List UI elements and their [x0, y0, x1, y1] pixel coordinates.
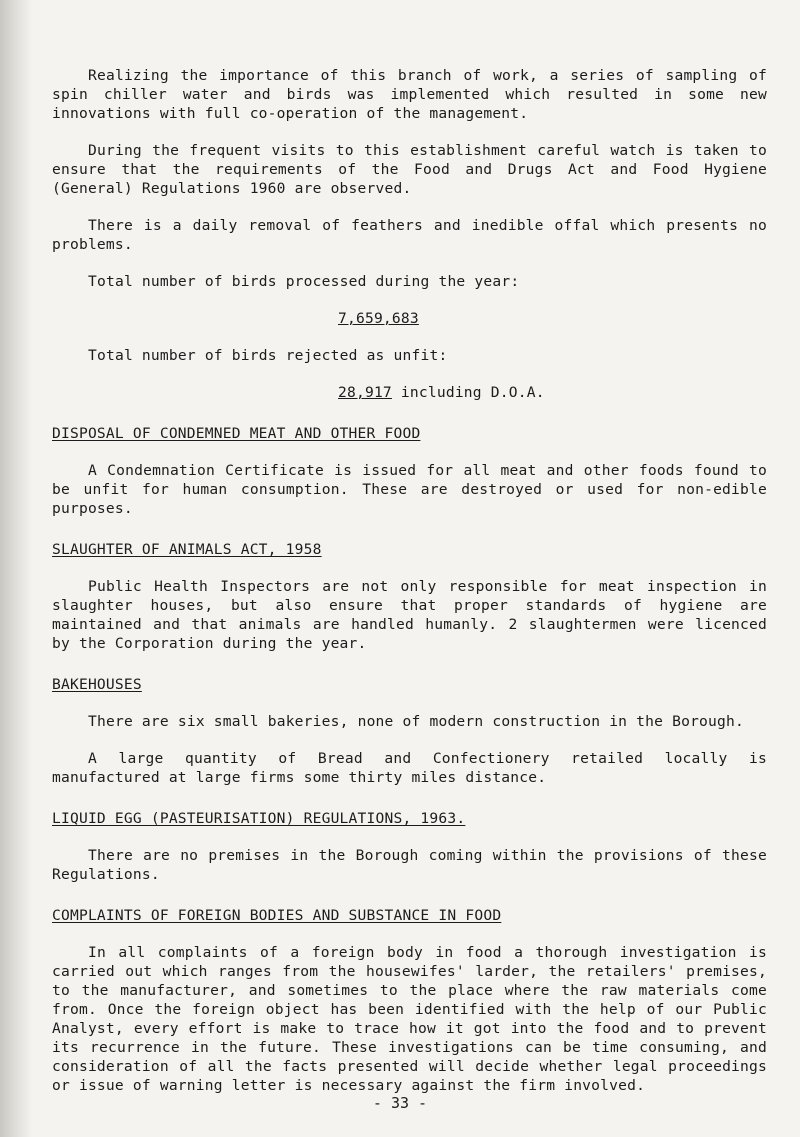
document-page: [52, 66, 767, 1095]
heading-complaints: COMPLAINTS OF FOREIGN BODIES AND SUBSTANCE IN FOOD: [52, 907, 502, 924]
heading-disposal: DISPOSAL OF CONDEMNED MEAT AND OTHER FOOD: [52, 425, 421, 442]
total-processed-label: Total number of birds processed during the year:: [88, 273, 520, 290]
total-rejected-line: [52, 383, 767, 402]
total-rejected-label: Total number of birds rejected as unfit:: [88, 347, 448, 364]
total-rejected-suffix: including D.O.A.: [391, 384, 545, 401]
paragraph-sampling: Realizing the importance of this branch of work, a series of sampling of spin chiller water and birds was implemented which resulted in some new innovations with full co-operation of the management.: [52, 67, 767, 122]
paragraph-visits: During the frequent visits to this establishment careful watch is taken to ensure that the requirements of the Food and Drugs Act and Food Hygiene (General) Regulations 1960 are observed.: [52, 142, 767, 197]
heading-liquid-egg: LIQUID EGG (PASTEURISATION) REGULATIONS, 1963.: [52, 810, 466, 827]
paragraph-slaughter: Public Health Inspectors are not only responsible for meat inspection in slaughter houses, but also ensure that proper standards of hygiene are maintained and that animals are handled humanly. 2 slaughtermen were licenced by the Corporation during the year.: [52, 578, 767, 652]
paragraph-disposal: A Condemnation Certificate is issued for all meat and other foods found to be unfit for human consumption. These are destroyed or used for non-edible purposes.: [52, 462, 767, 517]
page-edge-shadow: [0, 0, 32, 1137]
paragraph-complaints: In all complaints of a foreign body in food a thorough investigation is carried out which ranges from the housewifes' larder, the retailers' premises, to the manufacturer, and sometimes to the place where the raw materials come from. Once the foreign object has been identified with the help of our Public Analyst, every effort is make to trace how it got into the food and to prevent its recurrence in the future. These investigations can be time consuming, and consideration of all the facts presented will decide whether legal proceedings or issue of warning letter is necessary against the firm involved.: [52, 944, 767, 1094]
heading-slaughter: SLAUGHTER OF ANIMALS ACT, 1958: [52, 541, 322, 558]
paragraph-feathers: There is a daily removal of feathers and inedible offal which presents no problems.: [52, 217, 767, 253]
total-processed-value: 7,659,683: [338, 310, 419, 327]
paragraph-bakehouses-1: There are six small bakeries, none of modern construction in the Borough.: [88, 713, 744, 730]
total-processed-line: [52, 309, 767, 328]
total-rejected-value: 28,917: [338, 384, 392, 401]
paragraph-liquid-egg: There are no premises in the Borough coming within the provisions of these Regulations.: [52, 847, 767, 883]
paragraph-bakehouses-2: A large quantity of Bread and Confectionery retailed locally is manufactured at large firms some thirty miles distance.: [52, 750, 767, 786]
page-number: - 33 -: [372, 1094, 428, 1112]
heading-bakehouses: BAKEHOUSES: [52, 676, 142, 693]
